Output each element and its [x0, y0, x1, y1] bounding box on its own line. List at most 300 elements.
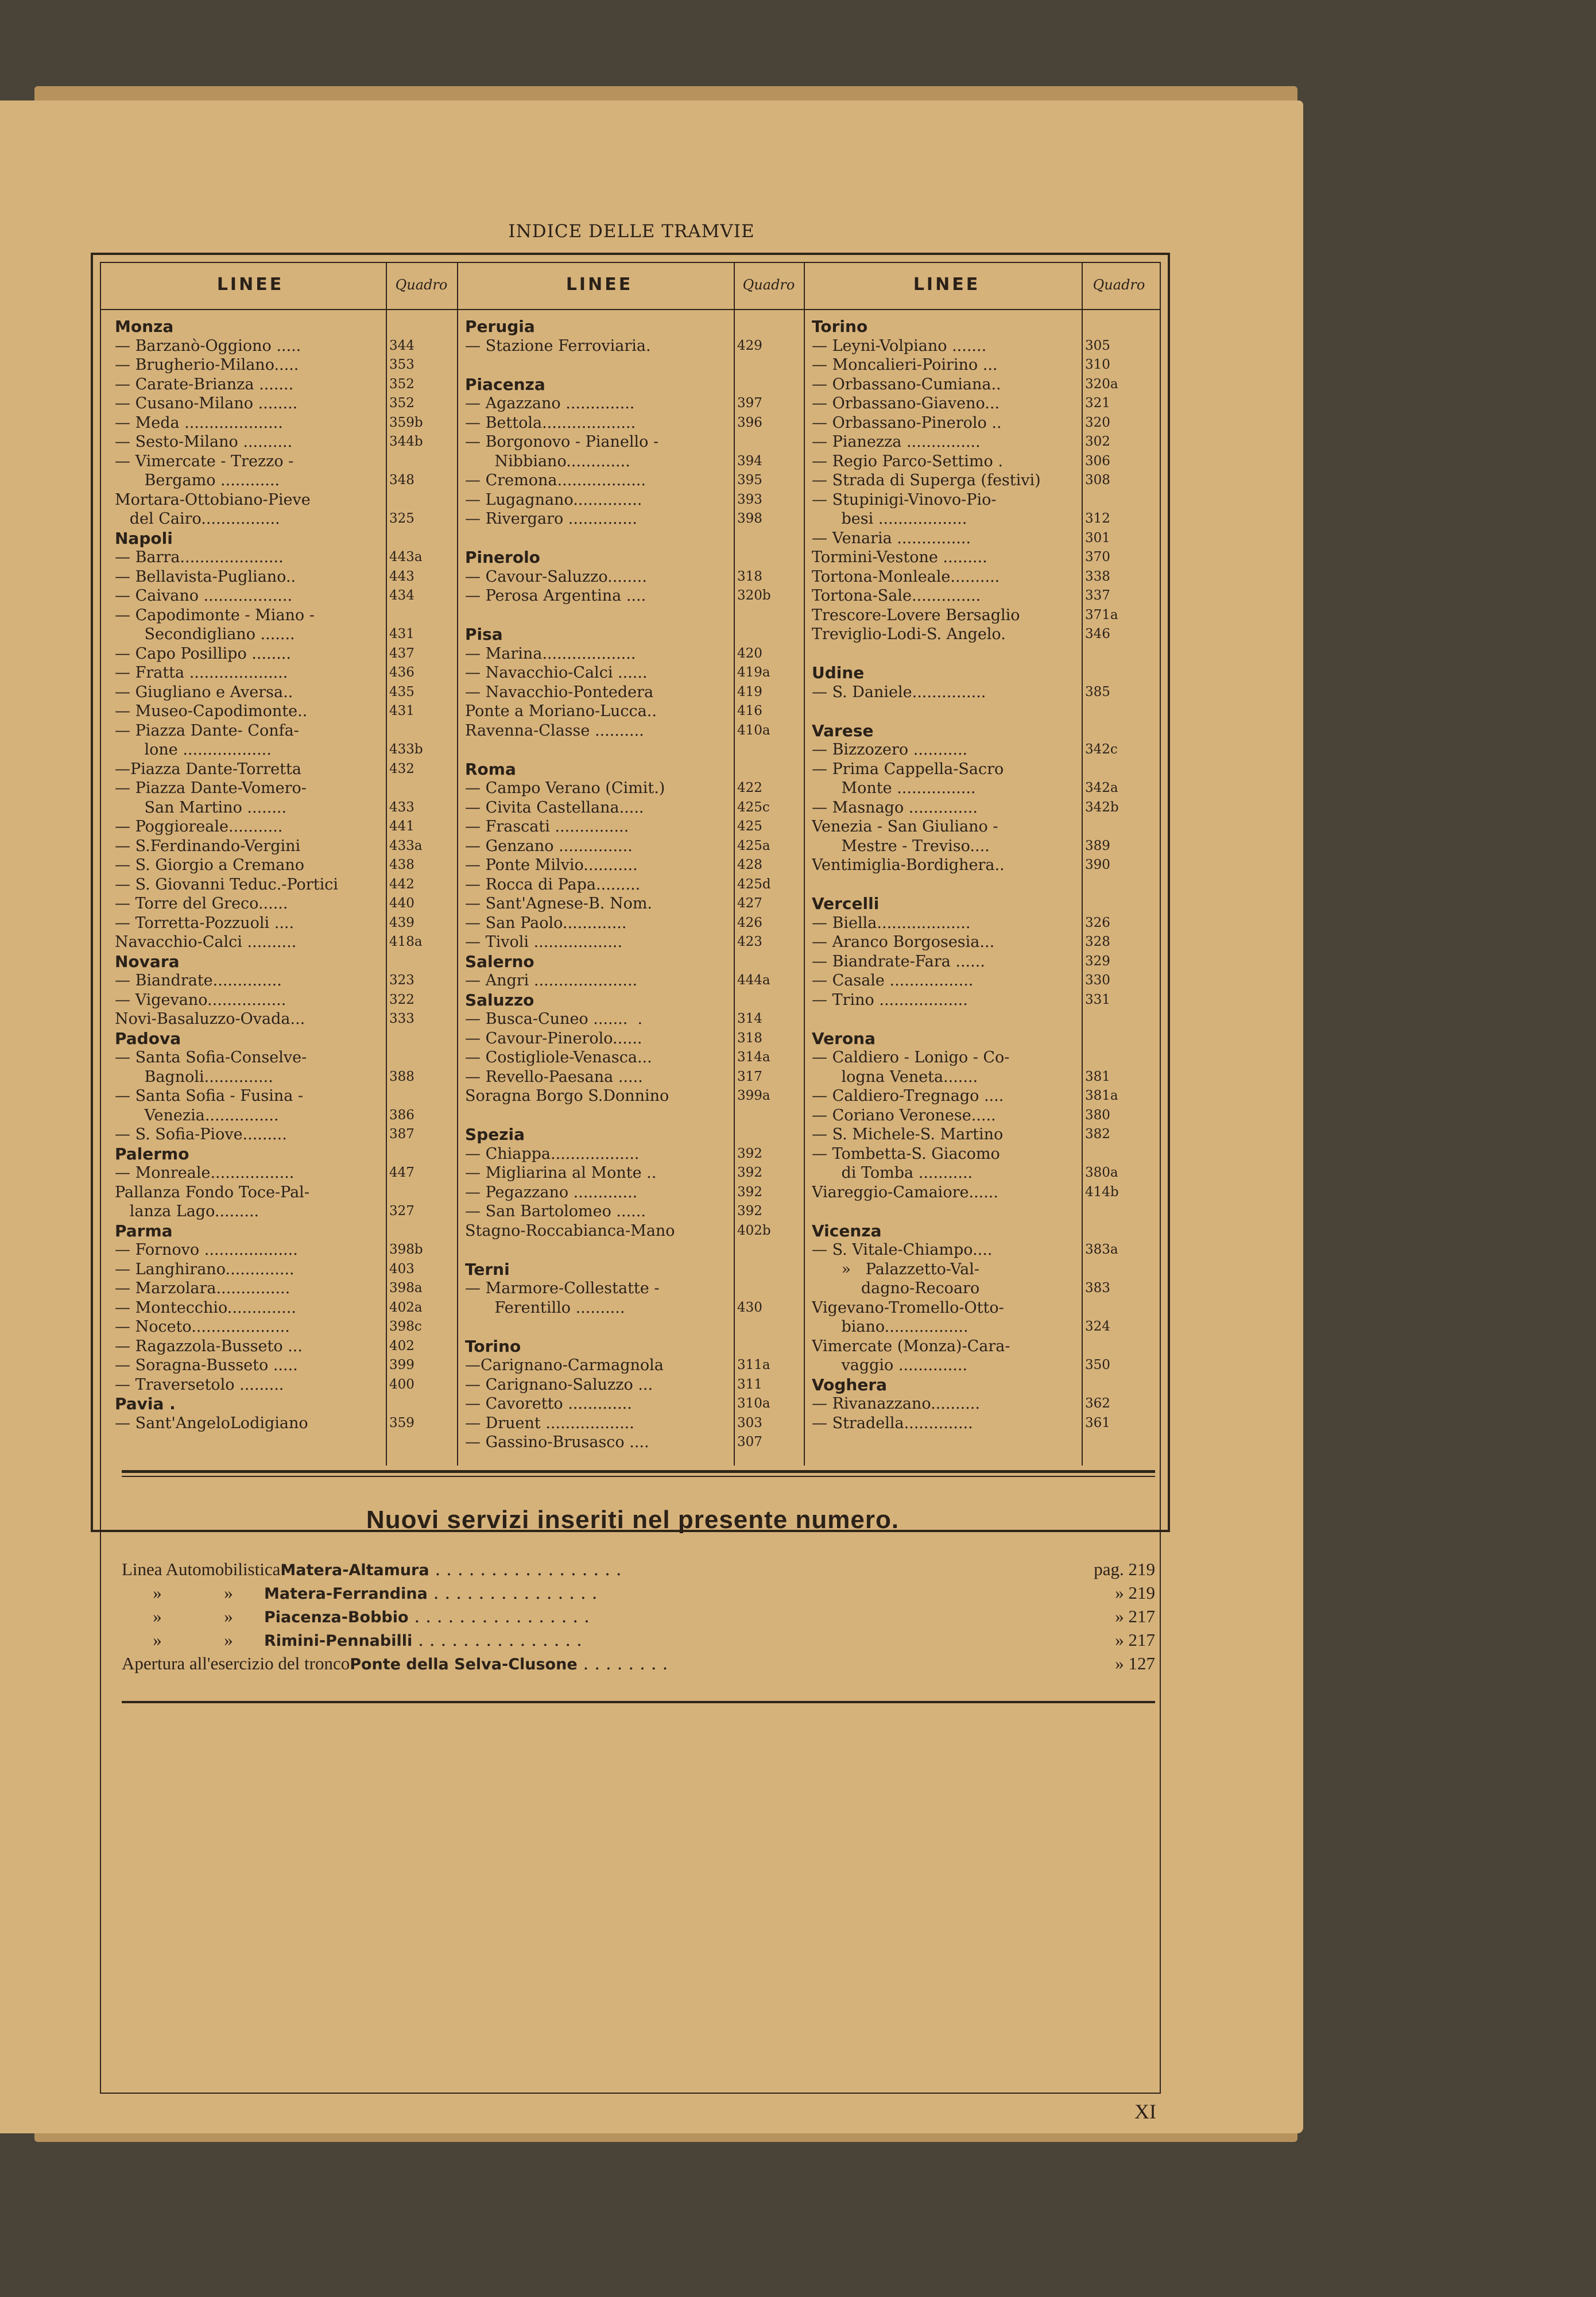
line-name: — Civita Castellana.....: [465, 798, 644, 817]
line-name: Trescore-Lovere Bersaglio: [812, 606, 1020, 624]
line-entry: [812, 1394, 1148, 1414]
quadro-number: 342c: [1085, 742, 1118, 757]
column-3-rows: [812, 317, 1148, 1433]
line-entry: [115, 1356, 452, 1375]
line-name: — Tombetta-S. Giacomo: [812, 1144, 1000, 1163]
line-name: lanza Lago.........: [115, 1202, 259, 1220]
line-entry: [465, 1010, 800, 1029]
quadro-number: 416: [737, 703, 762, 718]
line-name: di Tomba ...........: [812, 1164, 973, 1182]
city-heading: [465, 760, 800, 779]
line-name: — Sant'Agnese-B. Nom.: [465, 895, 653, 912]
city-heading: [465, 1260, 800, 1279]
line-entry: [115, 837, 452, 856]
line-entry: [465, 432, 800, 452]
line-name: — Cavoretto .............: [465, 1395, 632, 1413]
line-entry: [812, 1086, 1148, 1106]
line-entry: [465, 1394, 800, 1414]
line-entry: [465, 798, 800, 818]
line-name: — Vigevano................: [115, 991, 286, 1009]
quadro-number: 362: [1085, 1396, 1110, 1411]
line-name: — Rivanazzano..........: [812, 1395, 980, 1413]
quadro-number: 420: [737, 645, 762, 661]
quadro-number: 392: [737, 1165, 762, 1180]
quadro-number: 381: [1085, 1069, 1110, 1084]
line-entry: [812, 1202, 1148, 1221]
line-name: Ravenna-Classe ..........: [465, 721, 644, 740]
line-entry: [465, 1433, 800, 1452]
line-entry: [812, 413, 1148, 433]
city-heading: [812, 663, 1148, 683]
line-name: Mortara-Ottobiano-Pieve: [115, 490, 311, 509]
line-name: — S.Ferdinando-Vergini: [115, 837, 301, 855]
line-name: — Chiappa..................: [465, 1144, 640, 1163]
quadro-number: 398c: [389, 1319, 422, 1334]
line-name: — San Paolo.............: [465, 914, 627, 932]
line-entry: [115, 490, 452, 510]
line-entry: [465, 1048, 800, 1068]
leader-dots: . . . . . . . . . . . . . . .: [433, 1583, 598, 1603]
quadro-number: 390: [1085, 857, 1110, 872]
quadro-number: 322: [389, 992, 415, 1007]
line-entry: [812, 1125, 1148, 1144]
line-name: — Navacchio-Calci ......: [465, 664, 648, 682]
city-heading: [465, 548, 800, 567]
leader-dots: . . . . . . . . . . . . . . . . .: [435, 1559, 622, 1580]
line-name: Venezia - San Giuliano -: [812, 818, 998, 836]
quadro-number: 382: [1085, 1127, 1110, 1142]
line-name: — Sesto-Milano ..........: [115, 433, 293, 451]
city-heading: [115, 1221, 452, 1241]
line-name: — Prima Cappella-Sacro: [812, 760, 1004, 778]
line-name: — Torretta-Pozzuoli ....: [115, 914, 295, 932]
quadro-number: 329: [1085, 953, 1110, 969]
linee-header: LINEE: [216, 274, 284, 295]
quadro-number: 305: [1085, 338, 1110, 353]
line-name: — Venaria ...............: [812, 529, 971, 547]
column-1-rows: [115, 317, 452, 1433]
line-name: — Traversetolo .........: [115, 1375, 284, 1394]
line-entry: [115, 760, 452, 779]
quadro-number: 435: [389, 684, 415, 699]
quadro-number: 434: [389, 588, 415, 603]
city-heading: [812, 894, 1148, 914]
quadro-number: 440: [389, 896, 415, 911]
quadro-number: 383a: [1085, 1242, 1118, 1257]
quadro-number: 418a: [389, 934, 423, 949]
line-entry: [812, 683, 1148, 702]
service-prefix: » »: [122, 1583, 264, 1603]
quadro-number: 342a: [1085, 780, 1118, 795]
line-name: Mestre - Treviso....: [812, 837, 990, 855]
line-name: » Palazzetto-Val-: [812, 1260, 979, 1278]
line-name: Salerno: [465, 952, 534, 971]
line-entry: [812, 856, 1148, 875]
new-services-title: Nuovi servizi inseriti nel presente numero.: [366, 1506, 900, 1534]
line-entry: [115, 1337, 452, 1356]
quadro-number: 438: [389, 857, 415, 872]
quadro-number: 359b: [389, 415, 423, 430]
quadro-number: 400: [389, 1376, 415, 1392]
line-name: — Gassino-Brusasco ....: [465, 1433, 649, 1451]
line-entry: [465, 1068, 800, 1087]
line-name: — Torre del Greco......: [115, 895, 288, 912]
line-entry: [115, 1010, 452, 1029]
line-name: Vimercate (Monza)-Cara-: [812, 1337, 1010, 1355]
line-name: —Carignano-Carmagnola: [465, 1356, 664, 1374]
city-heading: [812, 1029, 1148, 1049]
line-name: besi ..................: [812, 510, 967, 528]
quadro-number: 398a: [389, 1281, 423, 1296]
quadro-number: 306: [1085, 453, 1110, 469]
line-entry: [812, 1260, 1148, 1279]
column-2-rows: [465, 317, 800, 1452]
line-entry: [812, 817, 1148, 837]
line-entry: [115, 1260, 452, 1279]
line-entry: [115, 683, 452, 702]
line-name: — Navacchio-Pontedera: [465, 683, 654, 701]
new-service-row: [122, 1557, 1155, 1581]
line-name: Soragna Borgo S.Donnino: [465, 1087, 669, 1105]
line-entry: [812, 740, 1148, 760]
quadro-number: 429: [737, 338, 762, 353]
quadro-number: 389: [1085, 838, 1110, 853]
quadro-number: 443a: [389, 550, 423, 564]
line-entry: [812, 548, 1148, 567]
line-entry: [465, 779, 800, 798]
quadro-number: 394: [737, 453, 762, 469]
line-entry: [115, 1317, 452, 1337]
quadro-number: 381a: [1085, 1088, 1118, 1103]
line-name: Novara: [115, 952, 180, 971]
service-route: Ponte della Selva-Clusone: [350, 1656, 578, 1673]
line-name: biano.................: [812, 1318, 969, 1336]
line-name: Terni: [465, 1259, 510, 1279]
line-entry: [465, 894, 800, 914]
line-entry: [465, 875, 800, 895]
quadro-number: 393: [737, 492, 762, 507]
line-entry: [115, 471, 452, 490]
header-divider: [100, 309, 1161, 310]
line-name: Secondigliano .......: [115, 625, 295, 643]
line-name: Piacenza: [465, 374, 545, 394]
line-name: — Sant'AngeloLodigiano: [115, 1414, 308, 1432]
line-name: Pavia .: [115, 1394, 176, 1413]
quadro-number: 312: [1085, 511, 1110, 526]
line-entry: [812, 875, 1148, 895]
line-name: — S. Michele-S. Martino: [812, 1126, 1004, 1143]
line-name: — Busca-Cuneo ....... .: [465, 1010, 643, 1028]
line-name: — Noceto....................: [115, 1318, 290, 1336]
line-name: — Piazza Dante- Confa-: [115, 721, 299, 740]
leader-dots: . . . . . . . . . . . . . . . .: [414, 1606, 590, 1627]
line-entry: [115, 413, 452, 433]
quadro-number: 398b: [389, 1242, 423, 1257]
line-name: — S. Giovanni Teduc.-Portici: [115, 875, 338, 894]
line-entry: [115, 1086, 452, 1106]
line-name: Pinerolo: [465, 548, 540, 567]
quadro-number: 308: [1085, 473, 1110, 488]
line-entry: [115, 1279, 452, 1298]
quadro-number: 330: [1085, 973, 1110, 988]
linee-header: LINEE: [565, 274, 633, 295]
line-name: Tormini-Vestone .........: [812, 548, 987, 566]
line-entry: [812, 337, 1148, 356]
line-name: vaggio ..............: [812, 1356, 968, 1374]
line-entry: [812, 702, 1148, 721]
line-entry: [115, 432, 452, 452]
line-name: Stagno-Roccabianca-Mano: [465, 1221, 675, 1240]
line-entry: [465, 1414, 800, 1433]
quadro-number: 402: [389, 1338, 415, 1354]
line-name: — Bizzozero ...........: [812, 741, 968, 759]
quadro-number: 399a: [737, 1088, 770, 1103]
section-rule: [122, 1470, 1155, 1473]
city-heading: [115, 1144, 452, 1164]
new-service-row: [122, 1581, 1155, 1604]
quadro-number: 422: [737, 780, 762, 795]
city-heading: [115, 1394, 452, 1414]
quadro-number: 439: [389, 915, 415, 930]
line-entry: [465, 1029, 800, 1049]
line-name: — Carignano-Saluzzo ...: [465, 1375, 653, 1394]
city-heading: [115, 529, 452, 548]
line-name: — Pegazzano .............: [465, 1183, 638, 1201]
line-name: Viareggio-Camaiore......: [812, 1183, 998, 1201]
quadro-number: 433a: [389, 838, 423, 853]
line-name: Venezia...............: [115, 1106, 279, 1124]
line-entry: [115, 1163, 452, 1183]
line-name: — Langhirano..............: [115, 1260, 295, 1278]
line-name: — Marzolara...............: [115, 1279, 290, 1297]
city-heading: [115, 952, 452, 972]
quadro-number: 301: [1085, 530, 1110, 546]
line-entry: [465, 1183, 800, 1202]
line-entry: [812, 1010, 1148, 1029]
line-entry: [115, 1414, 452, 1433]
line-entry: [465, 644, 800, 664]
city-heading: [812, 721, 1148, 741]
line-entry: [812, 1068, 1148, 1087]
quadro-number: 431: [389, 703, 415, 718]
quadro-header: Quadro: [1093, 277, 1145, 293]
line-name: — Orbassano-Pinerolo ..: [812, 413, 1002, 432]
leader-dots: . . . . . . . . . . . . . . .: [418, 1630, 582, 1650]
quadro-number: 402b: [737, 1223, 771, 1238]
quadro-number: 397: [737, 396, 762, 411]
quadro-number: 430: [737, 1300, 762, 1315]
line-entry: [115, 1048, 452, 1068]
line-entry: [115, 1375, 452, 1395]
line-name: — Carate-Brianza .......: [115, 375, 294, 393]
service-page: » 219: [1115, 1583, 1155, 1603]
quadro-number: 432: [389, 761, 415, 776]
quadro-number: 426: [737, 915, 762, 930]
city-heading: [812, 1221, 1148, 1241]
quadro-number: 303: [737, 1415, 762, 1430]
line-entry: [465, 702, 800, 721]
line-name: — Stazione Ferroviaria.: [465, 337, 651, 355]
line-name: — Poggioreale...........: [115, 818, 283, 836]
line-name: — Rivergaro ..............: [465, 510, 637, 528]
line-name: Torino: [812, 317, 868, 336]
line-name: — S. Giorgio a Cremano: [115, 856, 304, 874]
line-entry: [812, 760, 1148, 779]
line-name: — Caldiero - Lonigo - Co-: [812, 1049, 1010, 1066]
quadro-number: 399: [389, 1358, 415, 1372]
line-name: — Migliarina al Monte ..: [465, 1164, 657, 1182]
line-name: — Montecchio..............: [115, 1298, 296, 1317]
quadro-number: 425: [737, 819, 762, 834]
quadro-number: 427: [737, 896, 762, 911]
line-entry: [465, 683, 800, 702]
line-name: Napoli: [115, 528, 173, 548]
line-name: — Biandrate-Fara ......: [812, 952, 985, 970]
line-entry: [812, 1298, 1148, 1318]
line-name: — Meda ....................: [115, 413, 283, 432]
quadro-number: 328: [1085, 934, 1110, 949]
line-entry: [115, 337, 452, 356]
line-entry: [812, 1163, 1148, 1183]
city-heading: [812, 1375, 1148, 1395]
quadro-number: 447: [389, 1165, 415, 1180]
line-name: — S. Sofia-Piove.........: [115, 1126, 287, 1143]
line-name: — Giugliano e Aversa..: [115, 683, 293, 701]
quadro-number: 419a: [737, 665, 770, 680]
line-entry: [115, 375, 452, 395]
line-entry: [115, 606, 452, 625]
line-name: — Capo Posillipo ........: [115, 644, 291, 663]
quadro-number: 395: [737, 473, 762, 488]
line-name: — Frascati ...............: [465, 818, 629, 836]
quadro-number: 436: [389, 665, 415, 680]
line-entry: [465, 914, 800, 933]
line-entry: [812, 991, 1148, 1010]
line-entry: [812, 798, 1148, 818]
line-name: — Tivoli ..................: [465, 933, 623, 951]
quadro-number: 338: [1085, 569, 1110, 584]
quadro-number: 346: [1085, 627, 1110, 641]
service-page: » 127: [1115, 1653, 1155, 1673]
line-name: Treviglio-Lodi-S. Angelo.: [812, 625, 1006, 643]
line-name: — Monreale.................: [115, 1164, 295, 1182]
line-entry: [465, 1279, 800, 1298]
quadro-number: 398: [737, 511, 762, 526]
line-entry: [812, 471, 1148, 490]
section-rule: [122, 1476, 1155, 1477]
leader-dots: . . . . . . . .: [583, 1653, 668, 1674]
line-entry: [812, 1106, 1148, 1126]
line-entry: [812, 432, 1148, 452]
line-entry: [115, 1183, 452, 1202]
line-entry: [812, 837, 1148, 856]
line-name: — Campo Verano (Cimit.): [465, 779, 665, 797]
quadro-number: 433b: [389, 742, 423, 757]
line-entry: [465, 1298, 800, 1318]
line-name: — Caldiero-Tregnago ....: [812, 1087, 1004, 1105]
line-name: Udine: [812, 663, 865, 682]
city-heading: [115, 1029, 452, 1049]
line-name: — Coriano Veronese.....: [812, 1106, 996, 1124]
quadro-number: 320: [1085, 415, 1110, 430]
line-name: Bagnoli..............: [115, 1068, 273, 1086]
line-name: dagno-Recoaro: [812, 1279, 980, 1297]
line-name: Padova: [115, 1028, 181, 1048]
line-entry: [812, 952, 1148, 972]
line-entry: [812, 529, 1148, 548]
line-name: — Trino ..................: [812, 991, 968, 1009]
service-prefix: » »: [122, 1606, 264, 1626]
quadro-number: 425a: [737, 838, 770, 853]
quadro-number: 342b: [1085, 799, 1119, 815]
line-entry: [465, 856, 800, 875]
line-entry: [115, 875, 452, 895]
line-entry: [465, 740, 800, 760]
line-entry: [115, 548, 452, 567]
quadro-number: 302: [1085, 434, 1110, 449]
line-name: San Martino ........: [115, 798, 287, 817]
line-name: — Leyni-Volpiano .......: [812, 337, 987, 355]
line-entry: [812, 779, 1148, 798]
line-entry: [465, 586, 800, 606]
line-name: — Pianezza ...............: [812, 433, 981, 451]
quadro-number: 442: [389, 876, 415, 892]
line-entry: [115, 1298, 452, 1318]
line-name: — Stradella..............: [812, 1414, 973, 1432]
line-entry: [465, 509, 800, 529]
line-entry: [115, 586, 452, 606]
line-entry: [115, 894, 452, 914]
quadro-number: 320b: [737, 588, 771, 603]
line-entry: [115, 798, 452, 818]
quadro-number: 380a: [1085, 1165, 1118, 1180]
line-entry: [465, 721, 800, 741]
quadro-number: 371a: [1085, 607, 1118, 622]
line-entry: [115, 355, 452, 375]
quadro-header: Quadro: [395, 277, 448, 293]
quadro-number: 423: [737, 934, 762, 949]
line-entry: [115, 625, 452, 644]
line-name: Parma: [115, 1221, 173, 1240]
line-entry: [812, 606, 1148, 625]
quadro-number: 383: [1085, 1281, 1110, 1296]
quadro-number: 425c: [737, 799, 770, 815]
city-heading: [465, 1125, 800, 1144]
line-name: Navacchio-Calci ..........: [115, 933, 297, 951]
quadro-number: 348: [389, 473, 415, 488]
city-heading: [465, 317, 800, 337]
line-entry: [115, 1068, 452, 1087]
line-entry: [465, 413, 800, 433]
line-entry: [115, 394, 452, 413]
line-entry: [812, 1337, 1148, 1356]
quadro-number: 325: [389, 511, 415, 526]
service-route: Matera-Altamura: [280, 1561, 429, 1579]
quadro-number: 370: [1085, 550, 1110, 564]
new-service-row: [122, 1604, 1155, 1628]
service-page: » 217: [1115, 1606, 1155, 1626]
linee-header: LINEE: [913, 274, 981, 295]
line-name: Palermo: [115, 1144, 189, 1163]
service-prefix: Apertura all'esercizio del tronco: [122, 1653, 350, 1673]
line-name: — Angri .....................: [465, 972, 638, 989]
line-name: — Biandrate..............: [115, 972, 282, 989]
line-name: — Moncalieri-Poirino ...: [812, 356, 998, 374]
line-entry: [465, 1221, 800, 1241]
line-name: Bergamo ............: [115, 471, 280, 489]
line-name: Saluzzo: [465, 990, 534, 1010]
quadro-number: 410a: [737, 722, 770, 738]
